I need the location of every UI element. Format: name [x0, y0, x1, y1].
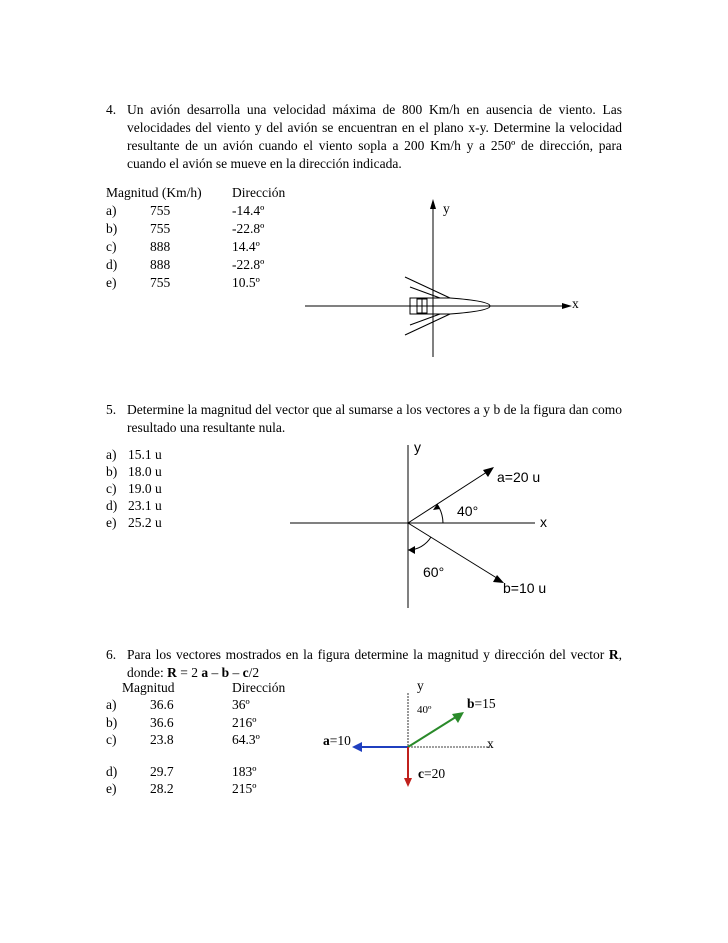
angle-label: 40º	[417, 704, 432, 716]
option-magnitude: 888	[150, 257, 171, 272]
option-letter: e)	[106, 515, 117, 530]
vector-a	[408, 467, 494, 523]
option-direction: 183º	[232, 764, 257, 779]
option-letter: d)	[106, 764, 118, 779]
option-direction: 215º	[232, 781, 257, 796]
x-axis-label: x	[487, 736, 494, 751]
question-body: Determine la magnitud del vector que al sumarse a los vectores a y b de la figura dan como resultado una resultante nula.	[127, 402, 622, 435]
where-text: , donde:	[127, 647, 622, 680]
option-letter: c)	[106, 481, 117, 496]
formula-c: c	[242, 665, 249, 680]
vector-b-name: b	[467, 696, 475, 711]
option-letter: b)	[106, 715, 118, 730]
option-letter: a)	[106, 447, 117, 462]
vector-a-label: a=20 u	[497, 469, 541, 485]
angle-arc-b-arrow	[408, 546, 415, 554]
option-magnitude: 755	[150, 203, 171, 218]
question-number: 5.	[106, 402, 117, 417]
vector-a-value: =10	[329, 733, 351, 748]
option-magnitude: 755	[150, 221, 171, 236]
direction-header: Dirección	[232, 680, 286, 695]
question-body: Para los vectores mostrados en la figura determine la magnitud y dirección del vector	[127, 647, 609, 662]
option-magnitude: 29.7	[150, 764, 174, 779]
option-direction: 64.3º	[232, 732, 260, 747]
question-body: Un avión desarrolla una velocidad máxima de 800 Km/h en ausencia de viento. Las velocidades del viento y del avión se encuentran en el plano x-y. Determine la velocidad resultante de un avión cuando el viento sopla a 200 Km/h y a 250º de dirección, para cuando el avión se mueve en la dirección indicada.	[127, 102, 622, 171]
vector-b-value: =15	[474, 696, 496, 711]
option-magnitude: 888	[150, 239, 171, 254]
formula-b: b	[221, 665, 230, 680]
option-letter: e)	[106, 781, 117, 796]
vector-r: R	[608, 647, 619, 662]
option-letter: c)	[106, 239, 117, 254]
vector-b-label: b=10 u	[503, 580, 547, 596]
vector-c-label	[418, 766, 445, 782]
option-direction: 216º	[232, 715, 257, 730]
angle-a-label: 40°	[457, 503, 479, 519]
question-number: 4.	[106, 102, 117, 117]
option-letter: c)	[106, 732, 117, 747]
vector-b-arrow	[408, 712, 464, 747]
option-value: 19.0 u	[128, 481, 162, 496]
formula-tail: /2	[248, 665, 260, 680]
option-letter: e)	[106, 275, 117, 290]
option-value: 18.0 u	[128, 464, 162, 479]
question-6-text	[106, 646, 622, 682]
formula-a: a	[201, 665, 209, 680]
vector-c-arrow	[404, 747, 412, 787]
y-axis-arrow	[430, 199, 436, 209]
formula-eq: = 2	[176, 665, 202, 680]
direction-header: Dirección	[232, 185, 286, 200]
option-direction: 36º	[232, 697, 250, 712]
vector-a-label	[323, 733, 351, 749]
vector-c-name: c	[418, 766, 424, 781]
y-axis-label: y	[443, 201, 450, 216]
question-5-text	[106, 401, 622, 437]
vector-c-value: =20	[424, 766, 446, 781]
formula-minus: –	[229, 665, 243, 680]
vector-a-name: a	[323, 733, 330, 748]
magnitude-header: Magnitud (Km/h)	[106, 185, 202, 200]
option-magnitude: 28.2	[150, 781, 174, 796]
option-direction: 14.4º	[232, 239, 260, 254]
y-axis-label: y	[414, 439, 421, 455]
option-direction: -14.4º	[232, 203, 265, 218]
option-letter: a)	[106, 697, 117, 712]
airplane-figure	[300, 195, 590, 365]
x-axis-arrow	[562, 303, 572, 309]
formula-minus: –	[208, 665, 222, 680]
option-direction: 10.5º	[232, 275, 260, 290]
option-letter: d)	[106, 257, 118, 272]
option-value: 15.1 u	[128, 447, 162, 462]
y-axis-label: y	[417, 678, 424, 693]
option-magnitude: 23.8	[150, 732, 174, 747]
option-magnitude: 755	[150, 275, 171, 290]
x-axis-label: x	[540, 514, 547, 530]
x-axis-label: x	[572, 296, 579, 311]
option-letter: b)	[106, 464, 118, 479]
question-number: 6.	[106, 647, 117, 662]
question-4-text	[106, 101, 622, 173]
formula-r: R	[167, 665, 177, 680]
option-magnitude: 36.6	[150, 715, 174, 730]
vector-a-arrow	[352, 742, 408, 752]
magnitude-header: Magnitud	[122, 680, 175, 695]
option-letter: a)	[106, 203, 117, 218]
option-value: 23.1 u	[128, 498, 162, 513]
angle-b-label: 60°	[423, 564, 445, 580]
option-letter: d)	[106, 498, 118, 513]
option-direction: -22.8º	[232, 257, 265, 272]
option-letter: b)	[106, 221, 118, 236]
option-value: 25.2 u	[128, 515, 162, 530]
vector-b-label	[467, 696, 496, 712]
option-magnitude: 36.6	[150, 697, 174, 712]
option-direction: -22.8º	[232, 221, 265, 236]
